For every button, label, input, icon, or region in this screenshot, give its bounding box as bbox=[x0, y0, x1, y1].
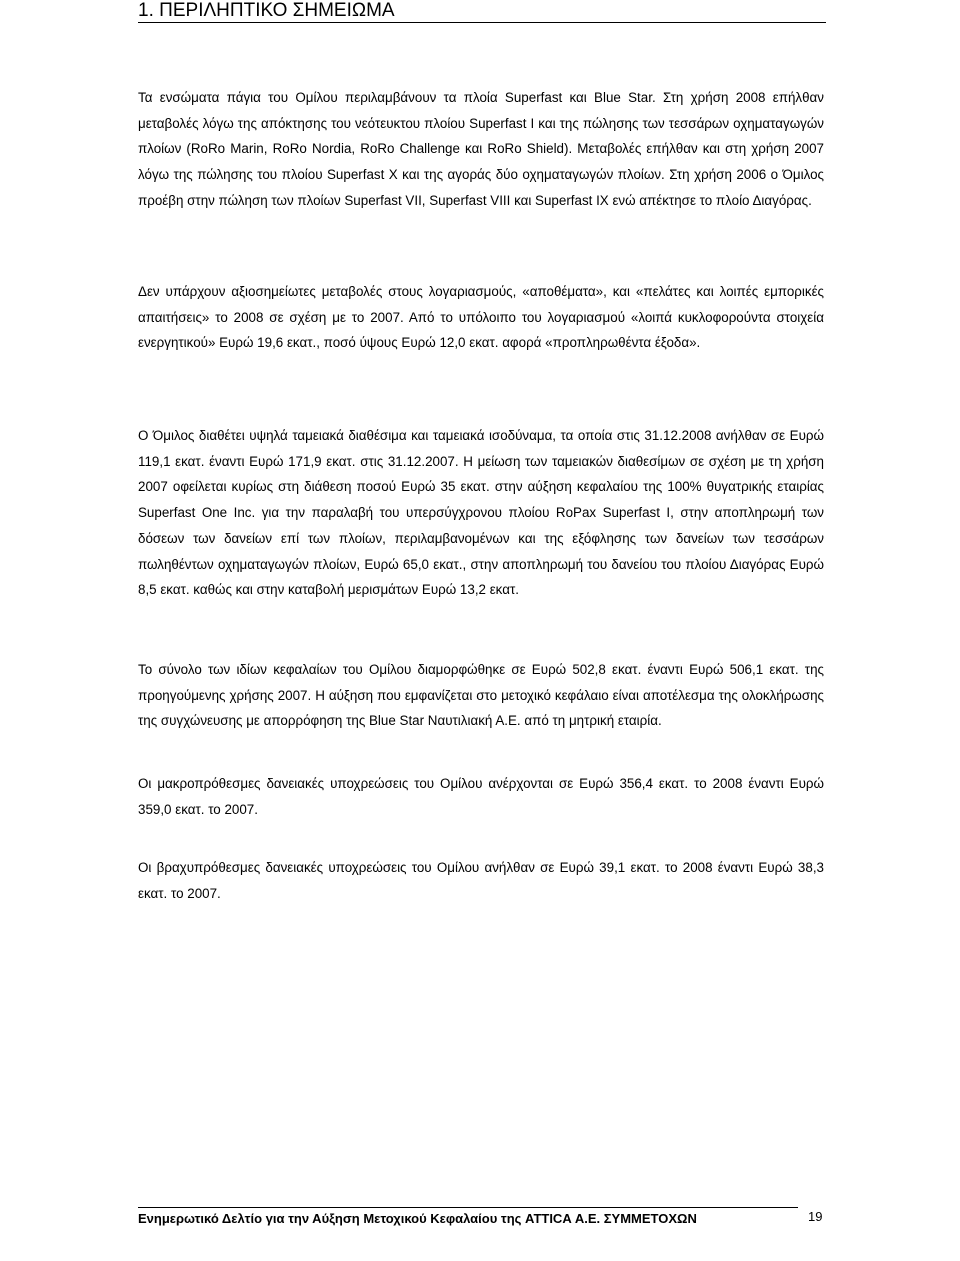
paragraph-long-term-debt: Οι μακροπρόθεσμες δανειακές υποχρεώσεις του Ομίλου ανέρχονται σε Ευρώ 356,4 εκατ. το 2008 έναντι Ευρώ 359,0 εκατ. το 2007. bbox=[138, 776, 824, 817]
paragraph-cash: Ο Όμιλος διαθέτει υψηλά ταμειακά διαθέσιμα και ταμειακά ισοδύναμα, τα οποία στις 31.12.2008 ανήλθαν σε Ευρώ 119,1 εκατ. έναντι Ευρώ 171,9 εκατ. στις 31.12.2007. Η μείωση των ταμειακών διαθεσίμων σε σχέση με τη χρήση 2007 οφείλεται κυρίως στη διάθεση ποσού Ευρώ 35 εκατ. στην αύξηση κεφαλαίου της 100% θυγατρικής εταιρίας Superfast One Inc. για την παραλαβή του υπερσύγχρονου πλοίου RoPax Superfast I, στην αποπληρωμή των δόσεων των δανείων επί των πλοίων, περιλαμβανομένων και της εξόφλησης των δανείων των τεσσάρων πωληθέντων οχηματαγωγών πλοίων, Ευρώ 65,0 εκατ., στην αποπληρωμή του δανείου του πλοίου Διαγόρας Ευρώ 8,5 εκατ. καθώς και στην καταβολή μερισμάτων Ευρώ 13,2 εκατ. bbox=[138, 428, 824, 598]
page-number: 19 bbox=[808, 1209, 823, 1224]
paragraph-short-term-debt: Οι βραχυπρόθεσμες δανειακές υποχρεώσεις του Ομίλου ανήλθαν σε Ευρώ 39,1 εκατ. το 2008 έναντι Ευρώ 38,3 εκατ. το 2007. bbox=[138, 860, 824, 901]
footer-divider bbox=[138, 1207, 798, 1208]
page-title: 1. ΠΕΡΙΛΗΠΤΙΚΟ ΣΗΜΕΙΩΜΑ bbox=[138, 0, 395, 21]
paragraph-accounts: Δεν υπάρχουν αξιοσημείωτες μεταβολές στους λογαριασμούς, «αποθέματα», και «πελάτες και λοιπές εμπορικές απαιτήσεις» το 2008 σε σχέση με το 2007. Από το υπόλοιπο του λογαριασμού «λοιπά κυκλοφορούντα στοιχεία ενεργητικού» Ευρώ 19,6 εκατ., ποσό ύψους Ευρώ 12,0 εκατ. αφορά «προπληρωθέντα έξοδα». bbox=[138, 284, 824, 351]
paragraph-fixed-assets: Τα ενσώματα πάγια του Ομίλου περιλαμβάνουν τα πλοία Superfast και Blue Star. Στη χρήση 2008 επήλθαν μεταβολές λόγω της απόκτησης του νεότευκτου πλοίου Superfast I και της πώλησης των τεσσάρων οχηματαγωγών πλοίων (RoRo Marin, RoRo Nordia, RoRo Challenge και RoRo Shield). Μεταβολές επήλθαν και στη χρήση 2007 λόγω της πώλησης του πλοίου Superfast X και της αγοράς δύο οχηματαγωγών πλοίων. Στη χρήση 2006 ο Όμιλος προέβη στην πώληση των πλοίων Superfast VII, Superfast VIII και Superfast IX ενώ απέκτησε το πλοίο Διαγόρας. bbox=[138, 90, 824, 208]
paragraph-equity: Το σύνολο των ιδίων κεφαλαίων του Ομίλου διαμορφώθηκε σε Ευρώ 502,8 εκατ. έναντι Ευρώ 506,1 εκατ. της προηγούμενης χρήσης 2007. Η αύξηση που εμφανίζεται στο μετοχικό κεφάλαιο είναι αποτέλεσμα της ολοκλήρωσης της συγχώνευσης με απορρόφηση της Blue Star Ναυτιλιακή Α.Ε. από τη μητρική εταιρία. bbox=[138, 662, 824, 729]
footer-document-title: Ενημερωτικό Δελτίο για την Αύξηση Μετοχικού Κεφαλαίου της ATTICA Α.Ε. ΣΥΜΜΕΤΟΧΩΝ bbox=[138, 1211, 697, 1226]
title-divider bbox=[138, 22, 826, 23]
